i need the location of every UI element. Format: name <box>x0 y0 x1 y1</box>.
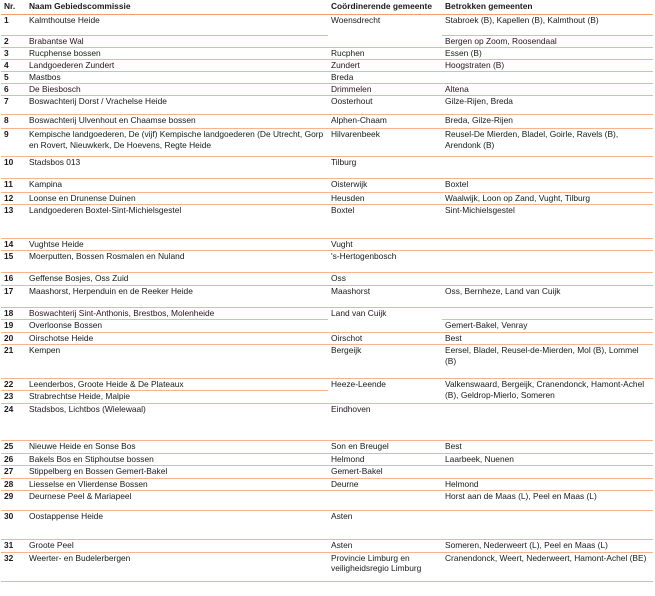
row-nr: 14 <box>1 239 26 251</box>
row-coordinating-municipality: Woensdrecht <box>328 15 442 48</box>
row-nr: 12 <box>1 193 26 205</box>
row-involved-municipalities <box>442 466 653 479</box>
row-involved-municipalities <box>442 510 653 539</box>
row-involved-municipalities: Sint-Michielsgestel <box>442 205 653 239</box>
row-involved-municipalities: Bergen op Zoom, Roosendaal <box>442 36 653 48</box>
row-name: Groote Peel <box>26 539 328 552</box>
table-row <box>1 251 653 273</box>
row-nr: 25 <box>1 441 26 454</box>
table-row <box>1 48 653 60</box>
row-name: Moerputten, Bossen Rosmalen en Nuland <box>26 251 328 273</box>
table-row <box>1 129 653 157</box>
row-name: Stadsbos 013 <box>26 157 328 179</box>
row-involved-municipalities: Best <box>442 441 653 454</box>
row-coordinating-municipality: Eindhoven <box>328 404 442 441</box>
row-name: Vughtse Heide <box>26 239 328 251</box>
row-nr: 18 <box>1 308 26 320</box>
row-coordinating-municipality: Zundert <box>328 60 442 72</box>
row-name: Stippelberg en Bossen Gemert-Bakel <box>26 466 328 479</box>
row-name: De Biesbosch <box>26 84 328 96</box>
row-involved-municipalities: Valkenswaard, Bergeijk, Cranendonck, Hamont-Achel (B), Geldrop-Mierlo, Someren <box>442 379 653 404</box>
table-row <box>1 193 653 205</box>
table-row <box>1 239 653 251</box>
row-nr: 19 <box>1 320 26 333</box>
row-nr: 24 <box>1 404 26 441</box>
row-name: Oirschotse Heide <box>26 333 328 345</box>
row-coordinating-municipality: Boxtel <box>328 205 442 239</box>
row-coordinating-municipality: Rucphen <box>328 48 442 60</box>
row-involved-municipalities <box>442 251 653 273</box>
table-row <box>1 320 653 333</box>
row-name: Leenderbos, Groote Heide & De Plateaux <box>26 379 328 391</box>
table-row <box>1 36 653 48</box>
table-row <box>1 15 653 36</box>
table-row <box>1 205 653 239</box>
row-involved-municipalities <box>442 404 653 441</box>
row-nr: 5 <box>1 72 26 84</box>
row-name: Rucphense bossen <box>26 48 328 60</box>
table-row <box>1 454 653 466</box>
table-row <box>1 539 653 552</box>
row-nr: 6 <box>1 84 26 96</box>
row-nr: 23 <box>1 391 26 404</box>
row-name: Overloonse Bossen <box>26 320 328 333</box>
row-name: Stadsbos, Lichtbos (Wielewaal) <box>26 404 328 441</box>
table-row <box>1 510 653 539</box>
row-involved-municipalities: Breda, Gilze-Rijen <box>442 115 653 129</box>
row-involved-municipalities <box>442 273 653 286</box>
row-involved-municipalities: Oss, Bernheze, Land van Cuijk <box>442 286 653 308</box>
table-row <box>1 490 653 510</box>
row-involved-municipalities: Cranendonck, Weert, Nederweert, Hamont-Achel (BE) <box>442 552 653 581</box>
row-coordinating-municipality: Oisterwijk <box>328 179 442 193</box>
row-involved-municipalities: Waalwijk, Loon op Zand, Vught, Tilburg <box>442 193 653 205</box>
row-coordinating-municipality: Vught <box>328 239 442 251</box>
row-coordinating-municipality: Heeze-Leende <box>328 379 442 404</box>
row-nr: 1 <box>1 15 26 36</box>
row-involved-municipalities: Reusel-De Mierden, Bladel, Goirle, Ravels (B), Arendonk (B) <box>442 129 653 157</box>
row-name: Landgoederen Boxtel-Sint-Michielsgestel <box>26 205 328 239</box>
row-involved-municipalities: Laarbeek, Nuenen <box>442 454 653 466</box>
header-nr: Nr. <box>1 1 26 15</box>
row-coordinating-municipality: Land van Cuijk <box>328 308 442 333</box>
row-name: Boswachterij Sint-Anthonis, Brestbos, Molenheide <box>26 308 328 320</box>
row-name: Weerter- en Budelerbergen <box>26 552 328 581</box>
row-involved-municipalities <box>442 308 653 320</box>
header-involved: Betrokken gemeenten <box>442 1 653 15</box>
row-nr: 7 <box>1 96 26 115</box>
row-coordinating-municipality: Deurne <box>328 479 442 491</box>
row-nr: 11 <box>1 179 26 193</box>
table-row <box>1 345 653 379</box>
table-row <box>1 273 653 286</box>
row-coordinating-municipality: Oirschot <box>328 333 442 345</box>
row-involved-municipalities: Helmond <box>442 479 653 491</box>
table-row <box>1 179 653 193</box>
row-name: Kalmthoutse Heide <box>26 15 328 36</box>
row-name: Nieuwe Heide en Sonse Bos <box>26 441 328 454</box>
row-involved-municipalities: Hoogstraten (B) <box>442 60 653 72</box>
row-name: Oostappense Heide <box>26 510 328 539</box>
row-involved-municipalities: Gemert-Bakel, Venray <box>442 320 653 333</box>
row-nr: 21 <box>1 345 26 379</box>
row-coordinating-municipality: Oss <box>328 273 442 286</box>
header-name: Naam Gebiedscommissie <box>26 1 328 15</box>
row-coordinating-municipality: Asten <box>328 539 442 552</box>
row-coordinating-municipality: Oosterhout <box>328 96 442 115</box>
row-nr: 20 <box>1 333 26 345</box>
row-coordinating-municipality: Heusden <box>328 193 442 205</box>
table-row <box>1 60 653 72</box>
row-involved-municipalities <box>442 239 653 251</box>
gebiedscommissies-table <box>1 1 653 582</box>
row-name: Kampina <box>26 179 328 193</box>
row-name: Brabantse Wal <box>26 36 328 48</box>
row-nr: 22 <box>1 379 26 391</box>
table-header-row <box>1 1 653 15</box>
row-nr: 13 <box>1 205 26 239</box>
row-coordinating-municipality: Breda <box>328 72 442 84</box>
row-name: Bakels Bos en Stiphoutse bossen <box>26 454 328 466</box>
row-name: Maashorst, Herpenduin en de Reeker Heide <box>26 286 328 308</box>
row-coordinating-municipality: Tilburg <box>328 157 442 179</box>
row-involved-municipalities: Altena <box>442 84 653 96</box>
row-coordinating-municipality: Bergeijk <box>328 345 442 379</box>
table-row <box>1 552 653 581</box>
row-coordinating-municipality: Maashorst <box>328 286 442 308</box>
row-name: Landgoederen Zundert <box>26 60 328 72</box>
table-body <box>1 15 653 582</box>
row-involved-municipalities: Gilze-Rijen, Breda <box>442 96 653 115</box>
row-coordinating-municipality: Son en Breugel <box>328 441 442 454</box>
row-nr: 15 <box>1 251 26 273</box>
table-row <box>1 72 653 84</box>
row-name: Kempen <box>26 345 328 379</box>
row-name: Loonse en Drunense Duinen <box>26 193 328 205</box>
table-row <box>1 157 653 179</box>
row-involved-municipalities: Stabroek (B), Kapellen (B), Kalmthout (B) <box>442 15 653 36</box>
row-involved-municipalities: Eersel, Bladel, Reusel-de-Mierden, Mol (B), Lommel (B) <box>442 345 653 379</box>
row-name: Deurnese Peel & Mariapeel <box>26 490 328 510</box>
row-nr: 2 <box>1 36 26 48</box>
row-coordinating-municipality: Helmond <box>328 454 442 466</box>
table-row <box>1 84 653 96</box>
row-involved-municipalities: Boxtel <box>442 179 653 193</box>
row-nr: 16 <box>1 273 26 286</box>
row-nr: 3 <box>1 48 26 60</box>
row-nr: 30 <box>1 510 26 539</box>
row-nr: 4 <box>1 60 26 72</box>
row-coordinating-municipality: Alphen-Chaam <box>328 115 442 129</box>
row-involved-municipalities <box>442 72 653 84</box>
row-nr: 10 <box>1 157 26 179</box>
row-nr: 9 <box>1 129 26 157</box>
table-row <box>1 308 653 320</box>
row-involved-municipalities: Best <box>442 333 653 345</box>
row-coordinating-municipality: Asten <box>328 510 442 539</box>
row-nr: 29 <box>1 490 26 510</box>
table-row <box>1 379 653 391</box>
row-nr: 17 <box>1 286 26 308</box>
row-name: Liesselse en Vlierdense Bossen <box>26 479 328 491</box>
row-name: Kempische landgoederen, De (vijf) Kempische landgoederen (De Utrecht, Gorp en Rovert, Nieuwkerk, De Hoevens, Regte Heide <box>26 129 328 157</box>
row-coordinating-municipality: Hilvarenbeek <box>328 129 442 157</box>
table-row <box>1 286 653 308</box>
table-row <box>1 115 653 129</box>
table-row <box>1 404 653 441</box>
row-name: Geffense Bosjes, Oss Zuid <box>26 273 328 286</box>
row-name: Strabrechtse Heide, Malpie <box>26 391 328 404</box>
row-nr: 27 <box>1 466 26 479</box>
row-nr: 32 <box>1 552 26 581</box>
row-involved-municipalities: Essen (B) <box>442 48 653 60</box>
row-involved-municipalities: Someren, Nederweert (L), Peel en Maas (L) <box>442 539 653 552</box>
row-involved-municipalities <box>442 157 653 179</box>
row-coordinating-municipality <box>328 490 442 510</box>
row-nr: 28 <box>1 479 26 491</box>
row-nr: 8 <box>1 115 26 129</box>
row-name: Boswachterij Dorst / Vrachelse Heide <box>26 96 328 115</box>
table-row <box>1 441 653 454</box>
row-coordinating-municipality: Provincie Limburg en veiligheidsregio Limburg <box>328 552 442 581</box>
row-coordinating-municipality: 's-Hertogenbosch <box>328 251 442 273</box>
row-name: Boswachterij Ulvenhout en Chaamse bossen <box>26 115 328 129</box>
table-row <box>1 96 653 115</box>
table-row <box>1 466 653 479</box>
table-row <box>1 333 653 345</box>
row-coordinating-municipality: Drimmelen <box>328 84 442 96</box>
table-row <box>1 479 653 491</box>
header-coord: Coördinerende gemeente <box>328 1 442 15</box>
row-nr: 26 <box>1 454 26 466</box>
row-name: Mastbos <box>26 72 328 84</box>
row-involved-municipalities: Horst aan de Maas (L), Peel en Maas (L) <box>442 490 653 510</box>
row-nr: 31 <box>1 539 26 552</box>
row-coordinating-municipality: Gemert-Bakel <box>328 466 442 479</box>
